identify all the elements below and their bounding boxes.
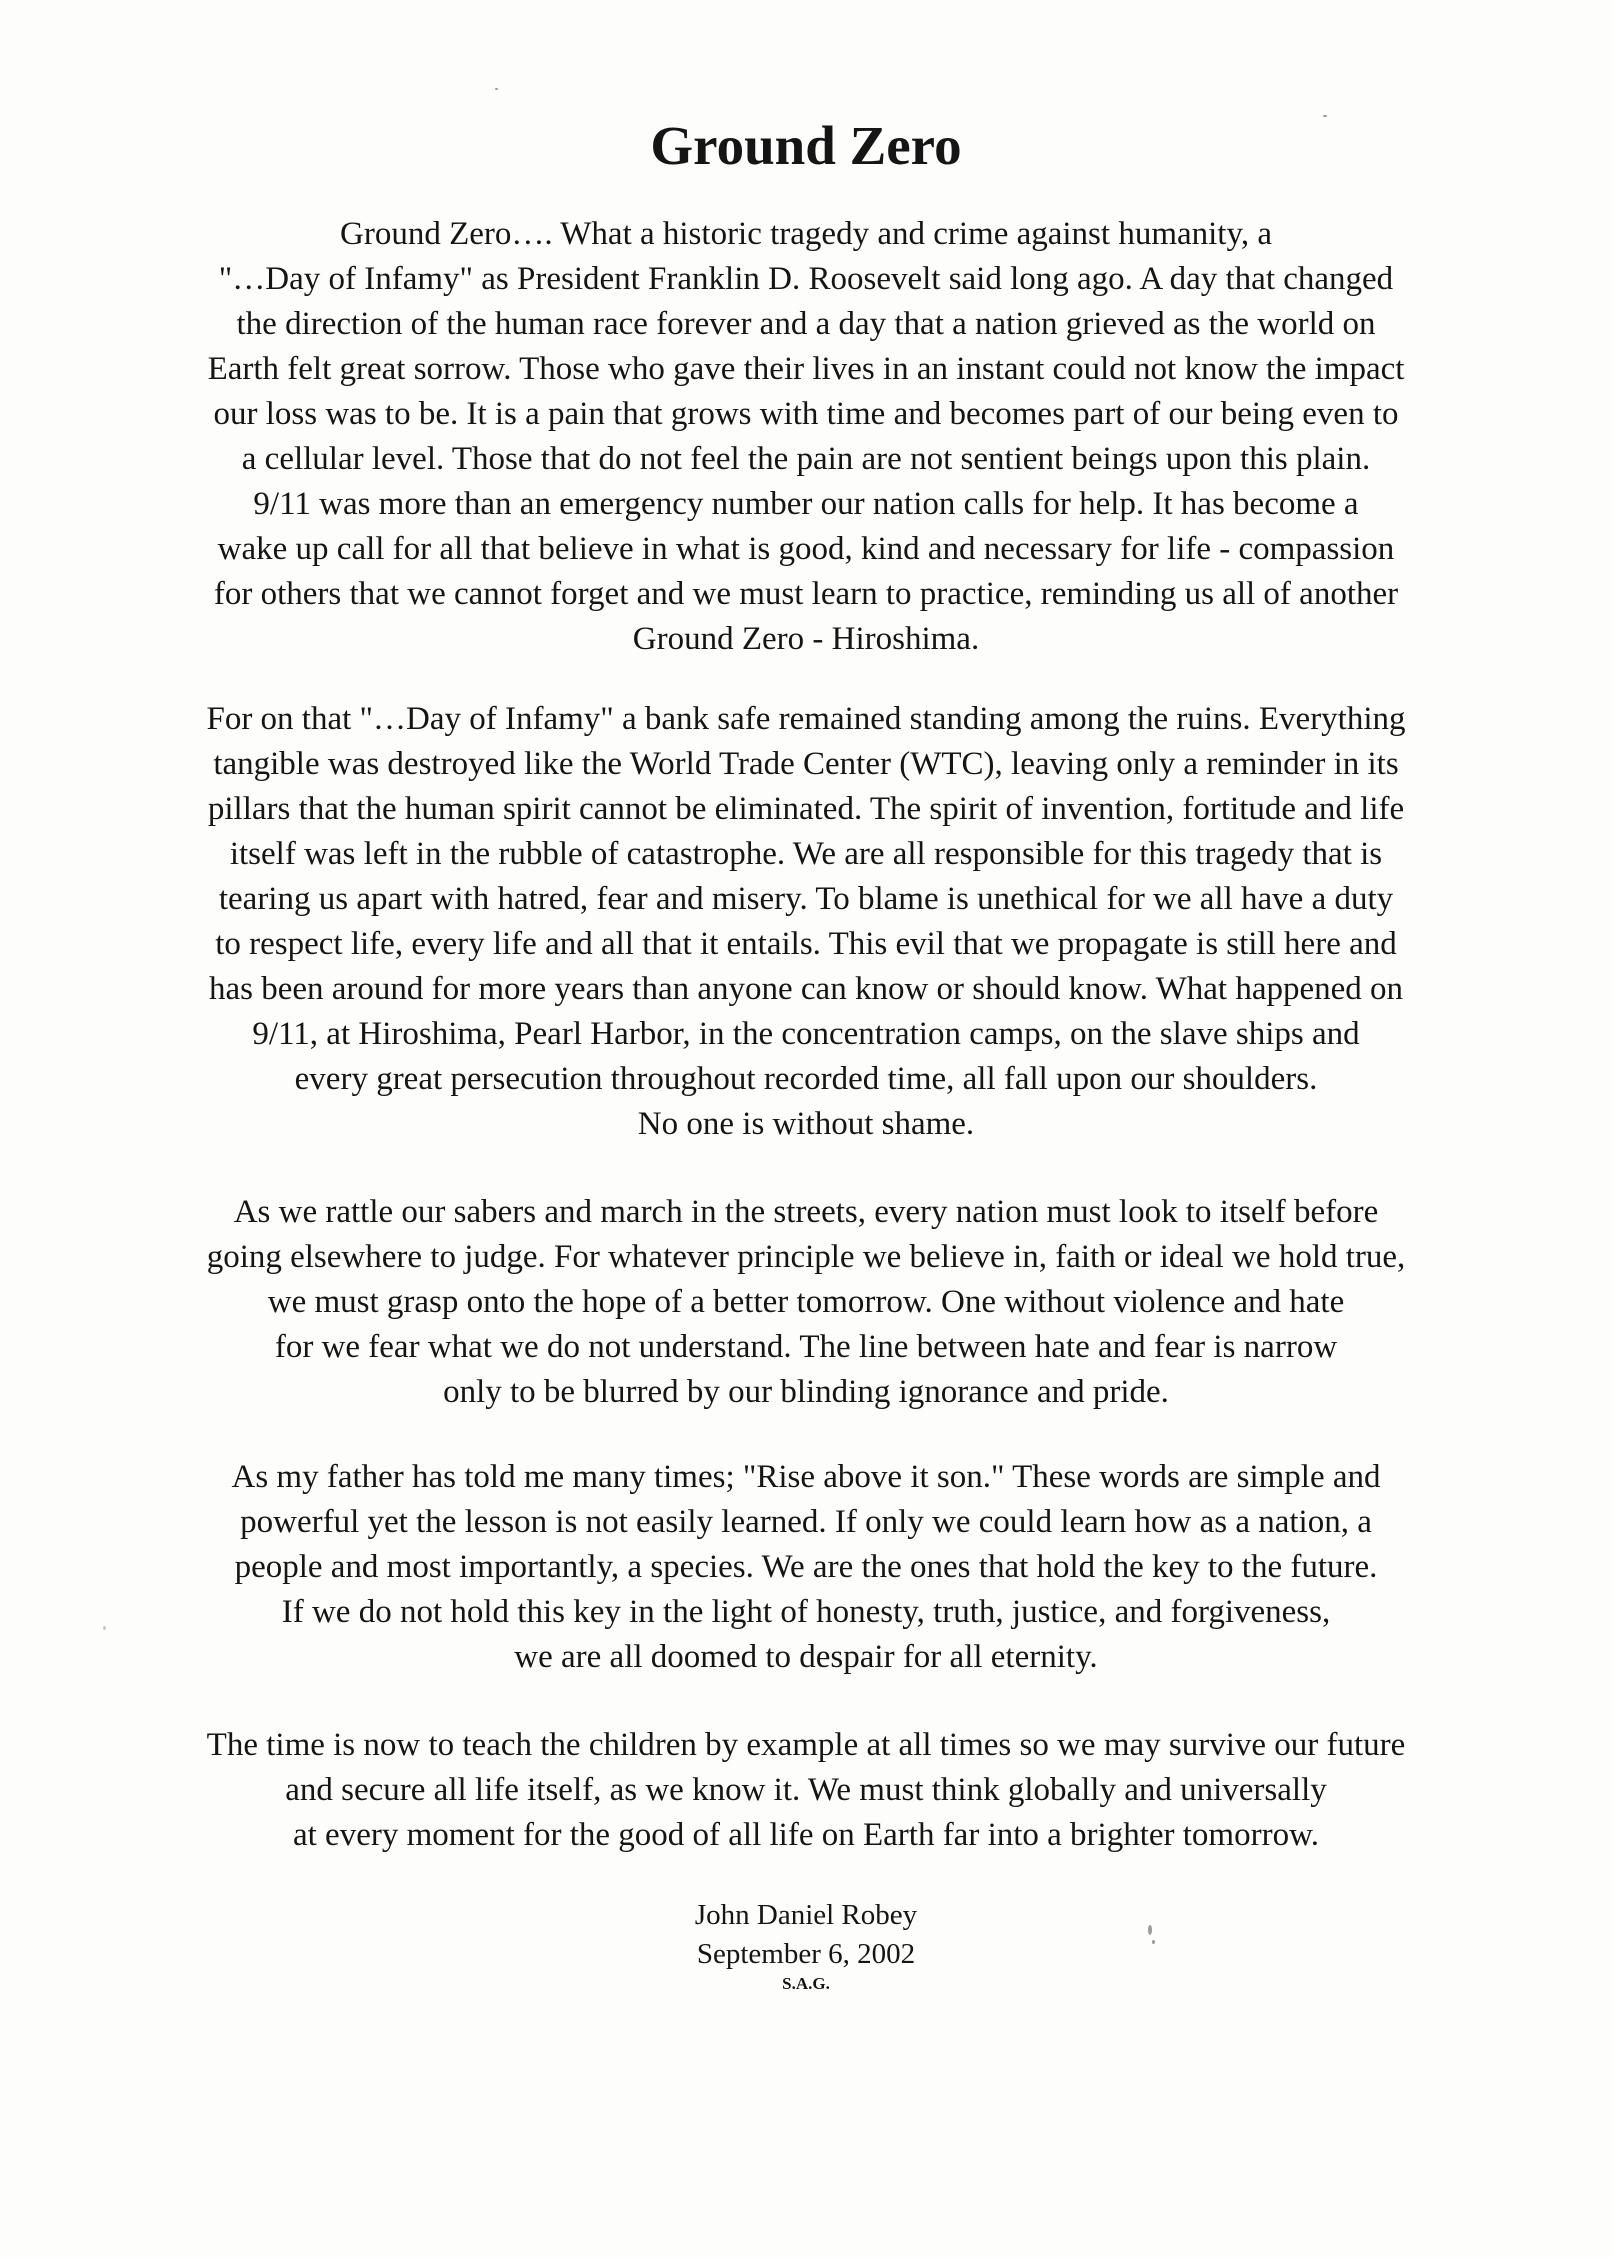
- text-line: "…Day of Infamy" as President Franklin D. Roosevelt said long ago. A day that changed: [218, 261, 1394, 297]
- text-line: If we do not hold this key in the light of honesty, truth, justice, and forgiveness,: [281, 1594, 1331, 1630]
- text-line: Earth felt great sorrow. Those who gave their lives in an instant could not know the impact: [207, 351, 1405, 387]
- text-line: The time is now to teach the children by example at all times so we may survive our future: [206, 1727, 1406, 1763]
- paragraph-1: [40, 212, 1572, 662]
- scan-speck: [103, 1626, 106, 1630]
- text-line: For on that "…Day of Infamy" a bank safe remained standing among the ruins. Everything: [206, 701, 1406, 737]
- text-line: As we rattle our sabers and march in the streets, every nation must look to itself before: [233, 1194, 1379, 1230]
- page-title: Ground Zero: [650, 115, 962, 176]
- signature-initials: S.A.G.: [782, 1974, 830, 1993]
- text-line: the direction of the human race forever and a day that a nation grieved as the world on: [236, 306, 1376, 342]
- scan-speck: [1323, 115, 1327, 117]
- text-line: has been around for more years than anyone can know or should know. What happened on: [208, 971, 1404, 1007]
- text-line: at every moment for the good of all life on Earth far into a brighter tomorrow.: [292, 1817, 1320, 1853]
- text-line: powerful yet the lesson is not easily learned. If only we could learn how as a nation, a: [240, 1504, 1372, 1540]
- text-line: we must grasp onto the hope of a better tomorrow. One without violence and hate: [267, 1284, 1345, 1320]
- text-line: and secure all life itself, as we know it. We must think globally and universally: [285, 1772, 1327, 1808]
- text-line: every great persecution throughout recorded time, all fall upon our shoulders.: [294, 1061, 1318, 1097]
- text-line: we are all doomed to despair for all eternity.: [514, 1639, 1098, 1675]
- text-line: only to be blurred by our blinding ignorance and pride.: [443, 1374, 1169, 1410]
- text-line: As my father has told me many times; "Rise above it son." These words are simple and: [231, 1459, 1381, 1495]
- text-line: Ground Zero - Hiroshima.: [632, 621, 980, 657]
- text-line: going elsewhere to judge. For whatever principle we believe in, faith or ideal we hold true,: [206, 1239, 1406, 1275]
- text-line: wake up call for all that believe in what is good, kind and necessary for life - compassion: [217, 531, 1395, 567]
- signature-name: John Daniel Robey: [694, 1899, 918, 1931]
- text-line: our loss was to be. It is a pain that grows with time and becomes part of our being even to: [213, 396, 1399, 432]
- text-line: for we fear what we do not understand. The line between hate and fear is narrow: [274, 1329, 1338, 1365]
- text-line: people and most importantly, a species. We are the ones that hold the key to the future.: [234, 1549, 1378, 1585]
- text-line: a cellular level. Those that do not feel the pain are not sentient beings upon this plain.: [241, 441, 1371, 477]
- text-line: tangible was destroyed like the World Trade Center (WTC), leaving only a reminder in its: [213, 746, 1399, 782]
- paragraph-5: [40, 1723, 1572, 1858]
- text-line: 9/11, at Hiroshima, Pearl Harbor, in the concentration camps, on the slave ships and: [252, 1016, 1360, 1052]
- paragraph-4: [40, 1455, 1572, 1680]
- scan-speck: [1148, 1925, 1152, 1935]
- text-line: pillars that the human spirit cannot be eliminated. The spirit of invention, fortitude and life: [207, 791, 1405, 827]
- text-line: tearing us apart with hatred, fear and misery. To blame is unethical for we all have a duty: [218, 881, 1394, 917]
- text-line: No one is without shame.: [637, 1106, 975, 1142]
- paragraph-2: [40, 697, 1572, 1147]
- scan-speck: [495, 88, 498, 90]
- text-line: for others that we cannot forget and we must learn to practice, reminding us all of another: [213, 576, 1399, 612]
- text-line: to respect life, every life and all that it entails. This evil that we propagate is still here and: [215, 926, 1397, 962]
- paragraph-3: [40, 1190, 1572, 1415]
- signature-date: September 6, 2002: [696, 1938, 916, 1970]
- text-line: 9/11 was more than an emergency number our nation calls for help. It has become a: [253, 486, 1359, 522]
- scan-speck: [1152, 1940, 1155, 1944]
- text-line: itself was left in the rubble of catastrophe. We are all responsible for this tragedy that is: [229, 836, 1383, 872]
- text-line: Ground Zero…. What a historic tragedy and crime against humanity, a: [340, 216, 1272, 252]
